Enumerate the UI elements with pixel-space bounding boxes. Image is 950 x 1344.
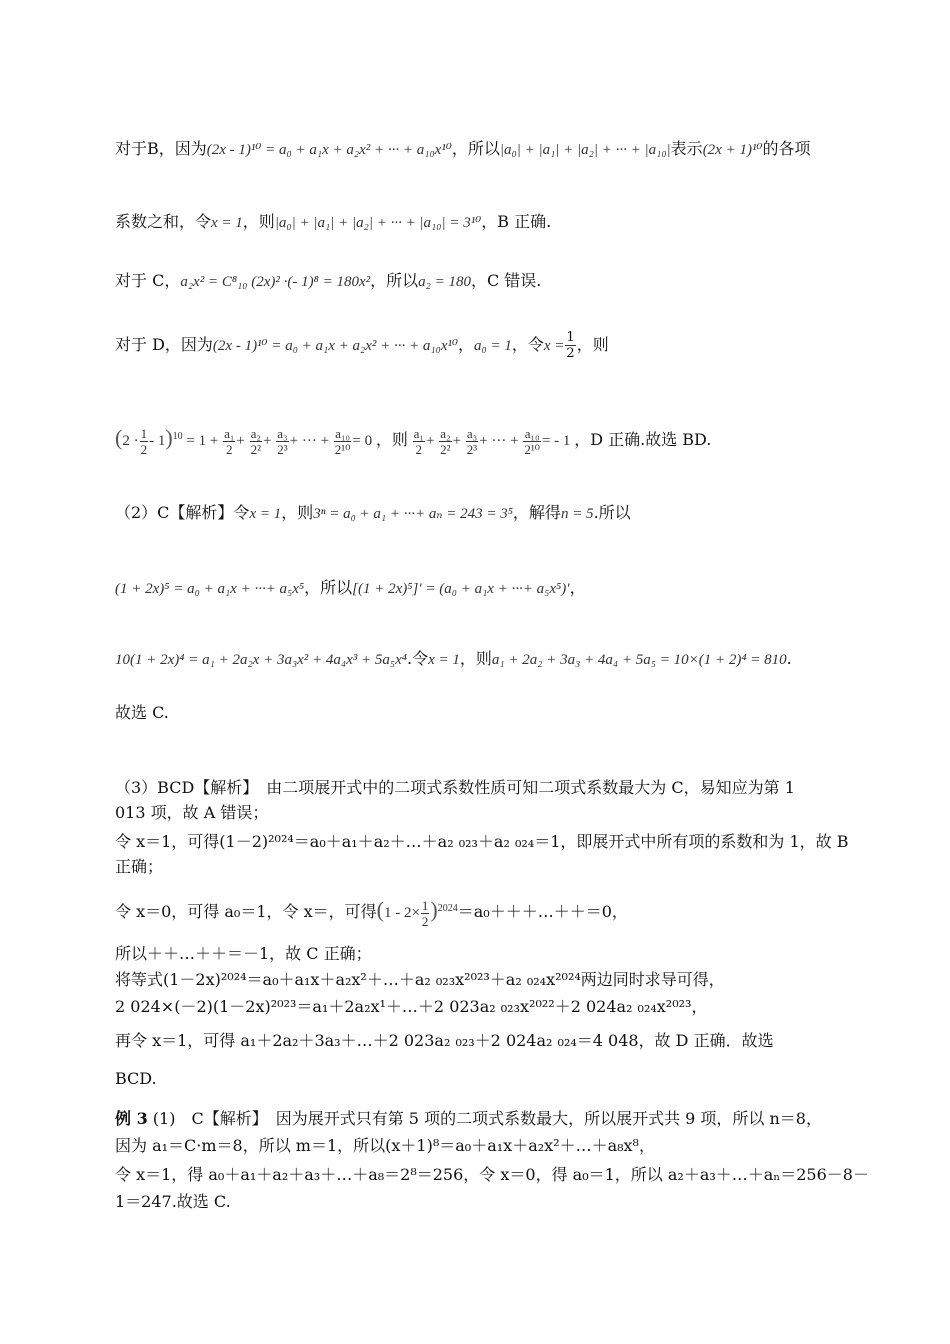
formula: a₂x² = C⁸₁₀ (2x)² ·(- 1)⁸ = 180x² <box>180 274 371 290</box>
text: ， <box>458 335 475 354</box>
text: 表示 <box>670 139 703 158</box>
line-ex-1 <box>115 1108 835 1130</box>
text: ，C 错误. <box>470 271 542 290</box>
text: 令 x＝0，可得 a₀＝1，令 x＝，可得 <box>115 902 377 921</box>
text: ＝a₀＋＋＋…＋＋＝0， <box>457 902 628 921</box>
line-ex-3: 令 x＝1，得 a₀＋a₁＋a₂＋a₃＋…＋a₈＝2⁸＝256，令 x＝0，得 a₀＝1，所以 a₂＋a₃＋…＋aₙ＝256－8－ <box>115 1165 869 1184</box>
example-label: 例 3 <box>115 1109 148 1128</box>
formula: x = 1 <box>428 652 460 668</box>
formula: (1 - 2× $\frac{1}{2}$ )$^{2024}$ <box>376 897 458 930</box>
line-d1 <box>115 330 835 361</box>
line-ex-4: 1＝247.故选 C. <box>115 1192 231 1211</box>
text: ，则 <box>242 212 275 231</box>
line-s3-7: 将等式(1－2x)²⁰²⁴＝a₀＋a₁x＋a₂x²＋…＋a₂ ₀₂₃x²⁰²³＋a₂ ₀₂₄x²⁰²⁴两边同时求导可得， <box>115 970 725 989</box>
line-b2 <box>115 211 835 234</box>
line-ex-2: 因为 a₁＝C·m＝8，所以 m＝1，所以(x＋1)⁸＝a₀＋a₁x＋a₂x²＋…＋a₈x⁸， <box>115 1136 655 1155</box>
formula: |a₀| + |a₁| + |a₂| + ··· + |a₁₀| = 3¹⁰ <box>274 215 482 231</box>
line-s3-10: BCD. <box>115 1069 157 1088</box>
line-b1 <box>115 138 835 161</box>
text: (1) C【解析】 因为展开式只有第 5 项的二项式系数最大，所以展开式共 9 项，所以 n＝8， <box>147 1109 822 1128</box>
text: 对于 D，因为 <box>115 335 213 354</box>
formula: (2x - 1)¹⁰ = a₀ + a₁x + a₂x² + ··· + a₁₀x¹⁰ <box>206 142 452 158</box>
line-s3-1: （3）BCD【解析】 由二项展开式中的二项式系数性质可知二项式系数最大为 C，易知应为第 1 <box>115 778 795 797</box>
formula: (1 + 2x)⁵ = a₀ + a₁x + ···+ a₅x⁵ <box>115 581 305 597</box>
text: ，解得 <box>512 503 561 522</box>
formula: x = 1 <box>249 506 282 522</box>
line-s3-9: 再令 x＝1，可得 a₁＋2a₂＋3a₃＋…＋2 023a₂ ₀₂₃＋2 024a₂ ₀₂₄＝4 048，故 D 正确．故选 <box>115 1031 774 1050</box>
formula: n = 5 <box>560 506 594 522</box>
text: ，则 <box>576 335 609 354</box>
text: ，所以 <box>304 578 353 597</box>
formula: a₀ = 1 <box>474 338 512 354</box>
text: ，B 正确. <box>481 212 552 231</box>
line-p2 <box>115 502 835 525</box>
text: ，所以 <box>370 271 419 290</box>
text: ，D 正确.故选 BD. <box>574 430 712 449</box>
text: .所以 <box>593 503 631 522</box>
text: 对于 C， <box>115 271 181 290</box>
text: 的各项 <box>762 139 811 158</box>
text: ，则 <box>375 430 408 449</box>
formula: [(1 + 2x)⁵]′ = (a₀ + a₁x + ···+ a₅x⁵)′ <box>352 581 570 597</box>
formula: 10(1 + 2x)⁴ = a₁ + 2a₂x + 3a₃x² + 4a₄x³ + 5a₅x⁴ <box>115 652 408 668</box>
line-p4 <box>115 648 835 671</box>
line-s3-8: 2 024×(－2)(1－2x)²⁰²³＝a₁＋2a₂x¹＋…＋2 023a₂ ₀₂₃x²⁰²²＋2 024a₂ ₀₂₄x²⁰²³， <box>115 997 708 1016</box>
line-s3-5 <box>115 890 835 933</box>
line-p5: 故选 C. <box>115 703 169 722</box>
formula: a₁ + 2a₂ + 3a₃ + 4a₄ + 5a₅ = 10×(1 + 2)⁴ = 810 <box>491 652 787 668</box>
formula: (2x + 1)¹⁰ <box>702 142 763 158</box>
formula: x = <box>543 338 565 354</box>
text: ，令 <box>511 335 544 354</box>
line-s3-2: 013 项，故 A 错误； <box>115 803 269 822</box>
line-p3 <box>115 577 835 600</box>
formula: x = 1 <box>211 215 243 231</box>
line-s3-6: 所以＋＋…＋＋＝－1，故 C 正确； <box>115 944 372 963</box>
fraction-half: $\frac{1}{2}$ <box>566 330 575 361</box>
formula: 3ⁿ = a₀ + a₁ + ···+ aₙ = 243 = 3⁵ <box>313 506 513 522</box>
line-s3-3: 令 x＝1，可得(1－2)²⁰²⁴＝a₀＋a₁＋a₂＋…＋a₂ ₀₂₃＋a₂ ₀₂₄＝1，即展开式中所有项的系数和为 1，故 B <box>115 832 849 851</box>
text: ，所以 <box>451 139 500 158</box>
text: . <box>786 649 792 668</box>
line-d2 <box>115 420 835 459</box>
text: （2）C【解析】令 <box>115 503 250 522</box>
formula: (2 · $\frac{1}{2}$ - 1)$^{10}$ = 1 + $\frac{\text{a₁}}{2}$ + $\frac{\text{a₂}}{\text{2²}}$ + $\frac{\text{a₃}}{\text{2³}}$ + ··· + $\frac{\text{a₁₀}}{\text{2¹⁰}}$ = 0 <box>115 425 373 458</box>
text: .令 <box>407 649 429 668</box>
text: ，则 <box>459 649 492 668</box>
text: ，则 <box>281 503 314 522</box>
text: ， <box>569 578 586 597</box>
formula: a₂ = 180 <box>418 274 471 290</box>
formula: |a₀| + |a₁| + |a₂| + ··· + |a₁₀| <box>499 142 671 158</box>
line-s3-4: 正确； <box>115 857 164 876</box>
formula: (2x - 1)¹⁰ = a₀ + a₁x + a₂x² + ··· + a₁₀x¹⁰ <box>212 338 458 354</box>
formula: $\frac{\text{a₁}}{2}$ + $\frac{\text{a₂}}{\text{2²}}$ + $\frac{\text{a₃}}{\text{2³}}$ + ··· + $\frac{\text{a₁₀}}{\text{2¹⁰}}$ = - 1 <box>413 426 571 458</box>
line-c <box>115 270 835 293</box>
text: 对于B，因为 <box>115 139 207 158</box>
text: 系数之和，令 <box>115 212 212 231</box>
